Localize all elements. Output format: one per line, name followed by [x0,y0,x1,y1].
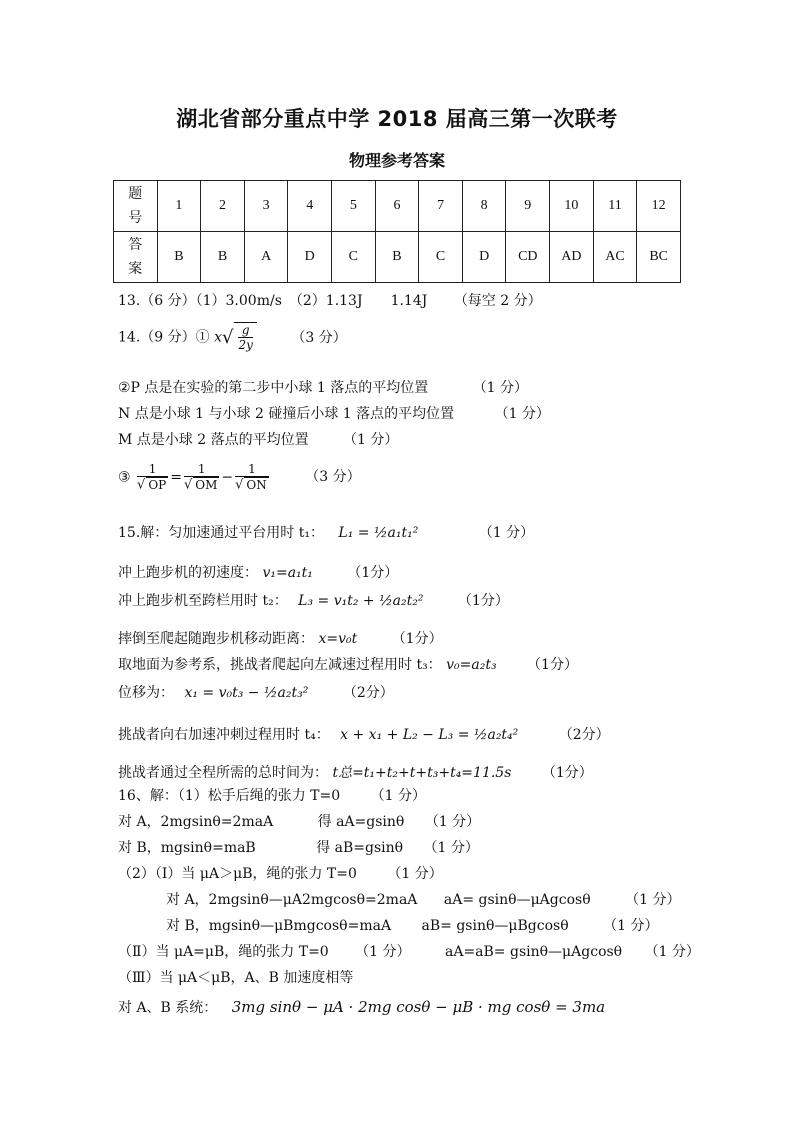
q16-line3 [118,837,479,857]
q14-line4-score: （1 分） [343,432,399,448]
q15-equation: x=v₀t [318,631,358,647]
q16-eq-b: 得 aB=gsinθ [316,840,404,856]
q15-equation: L₁ = ½a₁t₁² [338,525,419,541]
q16-text: （Ⅲ）当 μA＜μB，A、B 加速度相等 [118,970,354,986]
q15-score: （2分） [558,727,610,743]
table-cell: D [288,232,332,283]
table-cell: BC [637,232,681,283]
q16-score: （1 分） [603,918,659,934]
q14-line4 [118,429,398,449]
q15-text: 挑战者向右加速冲刺过程用时 t₄： [118,727,330,743]
q16-line6 [166,915,658,935]
q15-text: 取地面为参考系，挑战者爬起向左减速过程用时 t₃： [118,657,442,673]
table-cell: 2 [201,181,245,232]
table-row-answers [114,232,681,283]
q14-var-x: x [214,329,222,346]
q16-score: （1 分） [424,814,481,830]
frac-denominator-op: OP [148,478,167,492]
q16-text: 对 A、B 系统： [118,1000,218,1016]
q16-eq-b: 得 aA=gsinθ [317,814,405,830]
table-cell: 7 [419,181,463,232]
q14-line1 [118,322,347,352]
q14-line2 [118,377,528,397]
q14-line3-score: （1 分） [494,406,550,422]
q16-line5 [166,889,680,909]
table-cell: 8 [462,181,506,232]
q16-text: （Ⅱ）当 μA=μB，绳的张力 T=0 [118,944,329,960]
page-title: 湖北省部分重点中学 2018 届高三第一次联考 [176,107,618,131]
page-subtitle: 物理参考答案 [348,151,445,170]
frac-numerator: 1 [137,462,168,477]
q14-numerator: g [238,323,252,338]
q15-equation: v₁=a₁t₁ [262,565,313,581]
q16-eq-a: 对 A，2mgsinθ=2maA [118,814,274,830]
sqrt-sign: √ [221,327,234,348]
q15-line7 [118,724,610,744]
q16-eq-a: 对 A，2mgsinθ—μA2mgcosθ=2maA [166,892,418,908]
table-cell: 1 [157,181,201,232]
table-cell: 12 [637,181,681,232]
q15-equation: v₀=a₂t₃ [446,657,497,673]
table-cell: 6 [375,181,419,232]
q14-prefix: 14.（9 分）① [118,329,210,346]
frac-denominator-om: OM [195,478,218,492]
q16-score: （1 分） [625,892,681,908]
q15-score: （1分） [457,593,509,609]
table-cell: A [244,232,288,283]
table-cell: B [375,232,419,283]
equals-sign: = [170,469,182,486]
q15-score: （1分） [391,631,443,647]
q15-text: 冲上跑步机至跨栏用时 t₂： [118,593,288,609]
table-cell: D [462,232,506,283]
q15-score: （2分） [342,685,394,701]
table-cell: B [201,232,245,283]
q15-text: 摔倒至爬起随跑步机移动距离： [118,631,314,647]
q16-score: （1 分） [370,788,426,804]
q16-system-equation: 3mg sinθ − μA · 2mg cosθ − μB · mg cosθ = 3ma [231,998,606,1016]
q16-score: （1 分） [387,866,443,882]
q16-eq-b: aB= gsinθ—μBgcosθ [421,918,569,934]
q15-equation: x + x₁ + L₂ − L₃ = ½a₂t₄² [340,727,519,743]
row-label-number: 题号 [114,181,158,232]
q13-note: （每空 2 分） [453,293,542,309]
q15-score: （1分） [527,657,578,673]
q13-answers: 13.（6 分）（1）3.00m/s （2）1.13J 1.14J [118,293,428,309]
q16-eq-b: aA=aB= gsinθ—μAgcosθ [444,944,623,960]
q15-text: 挑战者通过全程所需的总时间为： [118,765,328,781]
table-cell: B [157,232,201,283]
q14-line5-score: （3 分） [305,469,361,486]
q14-p-point: ②P 点是在实验的第二步中小球 1 落点的平均位置 [118,380,429,396]
q15-text: 位移为： [118,685,174,701]
q14-line2-score: （1 分） [472,380,529,396]
q15-score: （1分） [541,765,593,781]
table-cell: 11 [593,181,637,232]
q16-score: （1 分） [423,840,479,856]
q15-line2 [118,562,398,582]
q16-text: （2）（Ⅰ）当 μA＞μB，绳的张力 T=0 [118,866,357,882]
q16-eq-a: 对 B，mgsinθ—μBmgcosθ=maA [166,918,392,934]
q16-score: （1 分） [355,944,411,960]
q14-m-point: M 点是小球 2 落点的平均位置 [118,432,309,448]
q14-score: （3 分） [291,329,347,346]
q16-score: （1 分） [644,944,700,960]
q15-score: （1 分） [478,525,535,541]
q15-line8 [118,762,593,782]
frac-denominator-on: ON [246,478,267,492]
table-cell: C [332,232,376,283]
q16-line4 [118,863,443,883]
q15-line3 [118,590,509,610]
q16-line8 [118,967,353,987]
minus-sign: − [221,469,234,486]
answer-table [113,180,681,283]
table-cell: CD [506,232,550,283]
q15-line6 [118,682,394,702]
q16-line7 [118,941,700,961]
frac-numerator: 1 [184,462,219,477]
table-cell: 9 [506,181,550,232]
frac-numerator: 1 [235,462,269,477]
table-cell: 5 [332,181,376,232]
q15-equation: t总=t₁+t₂+t+t₃+t₄=11.5s [332,765,512,781]
q14-n-point: N 点是小球 1 与小球 2 碰撞后小球 1 落点的平均位置 [118,406,455,422]
table-row-numbers [114,181,681,232]
q14-denominator: 2y [238,338,253,352]
q15-line1 [118,522,534,542]
q15-text: 冲上跑步机的初速度： [118,565,258,581]
table-cell: C [419,232,463,283]
q15-line5 [118,654,578,674]
q15-line4 [118,628,443,648]
q15-score: （1分） [347,565,399,581]
q15-equation: L₃ = v₁t₂ + ½a₂t₂² [298,593,424,609]
table-cell: AC [593,232,637,283]
q16-eq-b: aA= gsinθ—μAgcosθ [443,892,591,908]
q14-circle-3: ③ [118,469,131,486]
q16-line9 [118,997,605,1017]
q15-equation: x₁ = v₀t₃ − ½a₂t₃² [184,685,309,701]
q16-line2 [118,811,480,831]
table-cell: 4 [288,181,332,232]
row-label-answer: 答案 [114,232,158,283]
q16-text: 16、解：（1）松手后绳的张力 T=0 [118,788,341,804]
q14-line5: ③ $\frac{1}{√ OP}$ = $\frac{1}{√ OM}$ − $\frac{1}{√ ON}$ （3 分） [118,462,361,493]
table-cell: 3 [244,181,288,232]
q14-line3 [118,403,550,423]
q13-line [118,290,542,310]
table-cell: AD [550,232,594,283]
q15-text: 15.解：匀加速通过平台用时 t₁： [118,525,324,541]
q16-line1 [118,785,426,805]
table-cell: 10 [550,181,594,232]
q16-eq-a: 对 B，mgsinθ=maB [118,840,256,856]
